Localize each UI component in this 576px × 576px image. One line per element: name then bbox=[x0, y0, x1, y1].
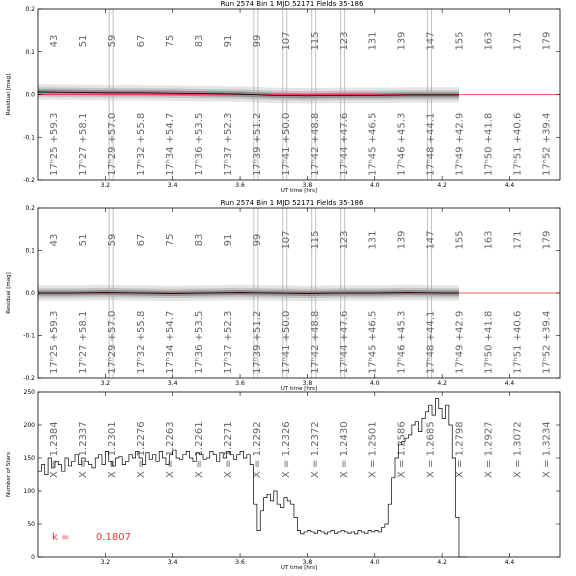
field-position-label: 17ʰ50 +41.8 bbox=[483, 112, 495, 176]
airmass-label: X = 1.2261 bbox=[193, 421, 205, 478]
field-number-label: 67 bbox=[136, 34, 148, 48]
field-position-label: 17ʰ52 +39.4 bbox=[541, 112, 553, 176]
field-position-label: 17ʰ50 +41.8 bbox=[483, 310, 495, 374]
field-number-label: 51 bbox=[77, 34, 89, 48]
airmass-label: X = 1.3072 bbox=[512, 421, 524, 478]
y-tick-label: 150 bbox=[23, 455, 35, 462]
field-number-label: 99 bbox=[251, 34, 263, 48]
field-position-label: 17ʰ44 +47.6 bbox=[338, 310, 350, 374]
panel-1-x-label: UT time [hrs] bbox=[280, 188, 318, 194]
x-tick-label: 3.2 bbox=[100, 380, 111, 387]
y-tick-label: 0.1 bbox=[25, 247, 35, 255]
airmass-label: X = 1.2301 bbox=[107, 421, 119, 478]
field-number-label: 43 bbox=[49, 34, 61, 48]
airmass-label: X = 1.2501 bbox=[367, 421, 379, 478]
field-number-label: 75 bbox=[165, 34, 177, 48]
field-number-label: 123 bbox=[338, 230, 350, 250]
field-number-label: 147 bbox=[425, 230, 437, 250]
x-tick-label: 3.4 bbox=[167, 559, 178, 566]
field-number-label: 91 bbox=[222, 233, 234, 247]
y-tick-label: 100 bbox=[23, 488, 35, 495]
field-position-label: 17ʰ37 +52.3 bbox=[222, 310, 234, 374]
x-tick-label: 3.8 bbox=[302, 380, 313, 387]
y-tick-label: 0.0 bbox=[25, 290, 35, 297]
field-position-label: 17ʰ32 +55.8 bbox=[136, 310, 148, 374]
y-tick-label: 50 bbox=[27, 521, 35, 528]
panel-1-field-labels bbox=[49, 31, 552, 50]
field-position-label: 17ʰ34 +54.7 bbox=[165, 310, 177, 374]
panel-1-title: Run 2574 Bin 1 MJD 52171 Fields 35-186 bbox=[220, 0, 364, 8]
field-position-label: 17ʰ44 +47.6 bbox=[338, 112, 350, 176]
field-number-label: 131 bbox=[367, 31, 379, 51]
x-tick-label: 4.2 bbox=[437, 182, 447, 189]
field-number-label: 107 bbox=[280, 230, 292, 250]
field-position-label: 17ʰ27 +58.1 bbox=[77, 112, 89, 176]
panel-3-x-label: UT time [hrs] bbox=[280, 565, 318, 571]
field-number-label: 171 bbox=[512, 31, 524, 51]
panel-2-position-labels bbox=[49, 311, 552, 374]
field-number-label: 171 bbox=[512, 230, 524, 250]
field-position-label: 17ʰ37 +52.3 bbox=[222, 112, 234, 176]
y-tick-label: -0.2 bbox=[23, 375, 35, 382]
field-position-label: 17ʰ45 +46.5 bbox=[367, 112, 379, 176]
field-number-label: 179 bbox=[541, 230, 553, 250]
field-position-label: 17ʰ48 +44.1 bbox=[425, 112, 437, 176]
star-count-panel bbox=[6, 389, 560, 571]
field-number-label: 163 bbox=[483, 230, 495, 250]
y-tick-label: -0.2 bbox=[23, 177, 35, 184]
field-number-label: 131 bbox=[367, 230, 379, 250]
y-tick-label: 0 bbox=[31, 554, 35, 561]
x-tick-label: 3.6 bbox=[235, 559, 245, 566]
x-tick-label: 3.4 bbox=[167, 380, 178, 387]
field-position-label: 17ʰ39 +51.2 bbox=[251, 310, 263, 374]
airmass-label: X = 1.2292 bbox=[251, 421, 263, 478]
panel-1-position-labels bbox=[49, 113, 552, 176]
x-tick-label: 3.2 bbox=[100, 559, 111, 566]
extinction-k-label: k = bbox=[52, 532, 70, 543]
field-position-label: 17ʰ41 +50.0 bbox=[280, 112, 292, 176]
x-tick-label: 4.0 bbox=[370, 182, 380, 189]
field-position-label: 17ʰ25 +59.3 bbox=[49, 310, 61, 374]
field-number-label: 59 bbox=[107, 34, 119, 48]
y-tick-label: -0.1 bbox=[23, 134, 35, 142]
x-tick-label: 4.4 bbox=[504, 380, 515, 387]
field-position-label: 17ʰ25 +59.3 bbox=[49, 112, 61, 176]
field-number-label: 83 bbox=[193, 34, 205, 48]
panel-2-x-label: UT time [hrs] bbox=[280, 386, 318, 392]
extinction-k-value: 0.1807 bbox=[96, 532, 131, 543]
x-tick-label: 3.6 bbox=[235, 182, 245, 189]
field-position-label: 17ʰ34 +54.7 bbox=[165, 112, 177, 176]
x-tick-label: 3.8 bbox=[302, 559, 313, 566]
field-number-label: 91 bbox=[222, 34, 234, 48]
field-position-label: 17ʰ32 +55.8 bbox=[136, 112, 148, 176]
x-tick-label: 4.2 bbox=[437, 380, 447, 387]
field-position-label: 17ʰ51 +40.6 bbox=[512, 112, 524, 176]
airmass-labels bbox=[49, 421, 552, 478]
residual-panel-2 bbox=[6, 199, 560, 392]
field-position-label: 17ʰ42 +48.8 bbox=[309, 310, 321, 374]
y-tick-label: -0.1 bbox=[23, 332, 35, 340]
field-number-label: 43 bbox=[49, 233, 61, 247]
airmass-label: X = 1.2586 bbox=[396, 421, 408, 478]
y-tick-label: 0.2 bbox=[25, 6, 35, 13]
airmass-label: X = 1.2337 bbox=[77, 421, 89, 478]
field-position-label: 17ʰ29 +57.0 bbox=[107, 310, 119, 374]
airmass-label: X = 1.2276 bbox=[136, 421, 148, 478]
field-position-label: 17ʰ49 +42.9 bbox=[454, 310, 466, 374]
field-number-label: 139 bbox=[396, 230, 408, 250]
residual-panel-1 bbox=[6, 0, 560, 194]
y-tick-label: 0.2 bbox=[25, 205, 35, 212]
field-number-label: 75 bbox=[165, 233, 177, 247]
x-tick-label: 4.4 bbox=[504, 559, 515, 566]
field-position-label: 17ʰ52 +39.4 bbox=[541, 310, 553, 374]
field-position-label: 17ʰ36 +53.5 bbox=[193, 112, 205, 176]
field-position-label: 17ʰ39 +51.2 bbox=[251, 112, 263, 176]
airmass-label: X = 1.2798 bbox=[454, 421, 466, 478]
airmass-label: X = 1.2263 bbox=[165, 421, 177, 478]
field-position-label: 17ʰ51 +40.6 bbox=[512, 310, 524, 374]
panel-3-x-ticks bbox=[101, 392, 515, 566]
field-number-label: 83 bbox=[193, 233, 205, 247]
field-number-label: 51 bbox=[77, 233, 89, 247]
field-position-label: 17ʰ49 +42.9 bbox=[454, 112, 466, 176]
panel-2-y-label: Residual [mag] bbox=[6, 272, 12, 314]
x-tick-label: 4.4 bbox=[504, 182, 515, 189]
field-number-label: 147 bbox=[425, 31, 437, 51]
field-position-label: 17ʰ46 +45.3 bbox=[396, 112, 408, 176]
field-number-label: 67 bbox=[136, 233, 148, 247]
field-number-label: 163 bbox=[483, 31, 495, 51]
field-number-label: 139 bbox=[396, 31, 408, 51]
field-number-label: 99 bbox=[251, 233, 263, 247]
field-position-label: 17ʰ36 +53.5 bbox=[193, 310, 205, 374]
y-tick-label: 0.0 bbox=[25, 91, 35, 99]
airmass-label: X = 1.2430 bbox=[338, 421, 350, 478]
field-position-label: 17ʰ45 +46.5 bbox=[367, 310, 379, 374]
field-position-label: 17ʰ27 +58.1 bbox=[77, 310, 89, 374]
field-number-label: 107 bbox=[280, 31, 292, 51]
x-tick-label: 4.0 bbox=[370, 559, 380, 566]
panel-1-y-label: Residual [mag] bbox=[6, 73, 12, 116]
airmass-label: X = 1.2384 bbox=[49, 421, 61, 478]
field-number-label: 155 bbox=[454, 230, 466, 250]
y-tick-label: 0.1 bbox=[25, 48, 35, 56]
airmass-label: X = 1.2927 bbox=[483, 421, 495, 478]
x-tick-label: 3.2 bbox=[100, 182, 111, 189]
airmass-label: X = 1.2271 bbox=[222, 421, 234, 478]
field-position-label: 17ʰ46 +45.3 bbox=[396, 310, 408, 374]
field-position-label: 17ʰ41 +50.0 bbox=[280, 310, 292, 374]
airmass-label: X = 1.2326 bbox=[280, 421, 292, 478]
field-position-label: 17ʰ29 +57.0 bbox=[107, 112, 119, 176]
x-tick-label: 3.8 bbox=[302, 182, 313, 189]
x-tick-label: 4.2 bbox=[437, 559, 447, 566]
airmass-label: X = 1.2685 bbox=[425, 421, 437, 478]
field-position-label: 17ʰ42 +48.8 bbox=[309, 112, 321, 176]
panel-1-error-bands bbox=[38, 84, 459, 103]
field-number-label: 155 bbox=[454, 31, 466, 51]
x-tick-label: 3.6 bbox=[235, 380, 245, 387]
field-number-label: 115 bbox=[309, 31, 321, 51]
field-number-label: 115 bbox=[309, 230, 321, 250]
y-tick-label: 250 bbox=[23, 389, 35, 396]
panel-3-y-label: Number of Stars bbox=[6, 451, 12, 498]
panel-2-title: Run 2574 Bin 1 MJD 52171 Fields 35-186 bbox=[220, 199, 364, 207]
panel-2-field-labels bbox=[49, 230, 552, 249]
airmass-label: X = 1.3234 bbox=[541, 421, 553, 478]
field-number-label: 179 bbox=[541, 31, 553, 51]
field-number-label: 123 bbox=[338, 31, 350, 51]
field-position-label: 17ʰ48 +44.1 bbox=[425, 310, 437, 374]
x-tick-label: 3.4 bbox=[167, 182, 178, 189]
y-tick-label: 200 bbox=[23, 422, 35, 429]
field-number-label: 59 bbox=[107, 233, 119, 247]
x-tick-label: 4.0 bbox=[370, 380, 380, 387]
airmass-label: X = 1.2372 bbox=[309, 421, 321, 478]
